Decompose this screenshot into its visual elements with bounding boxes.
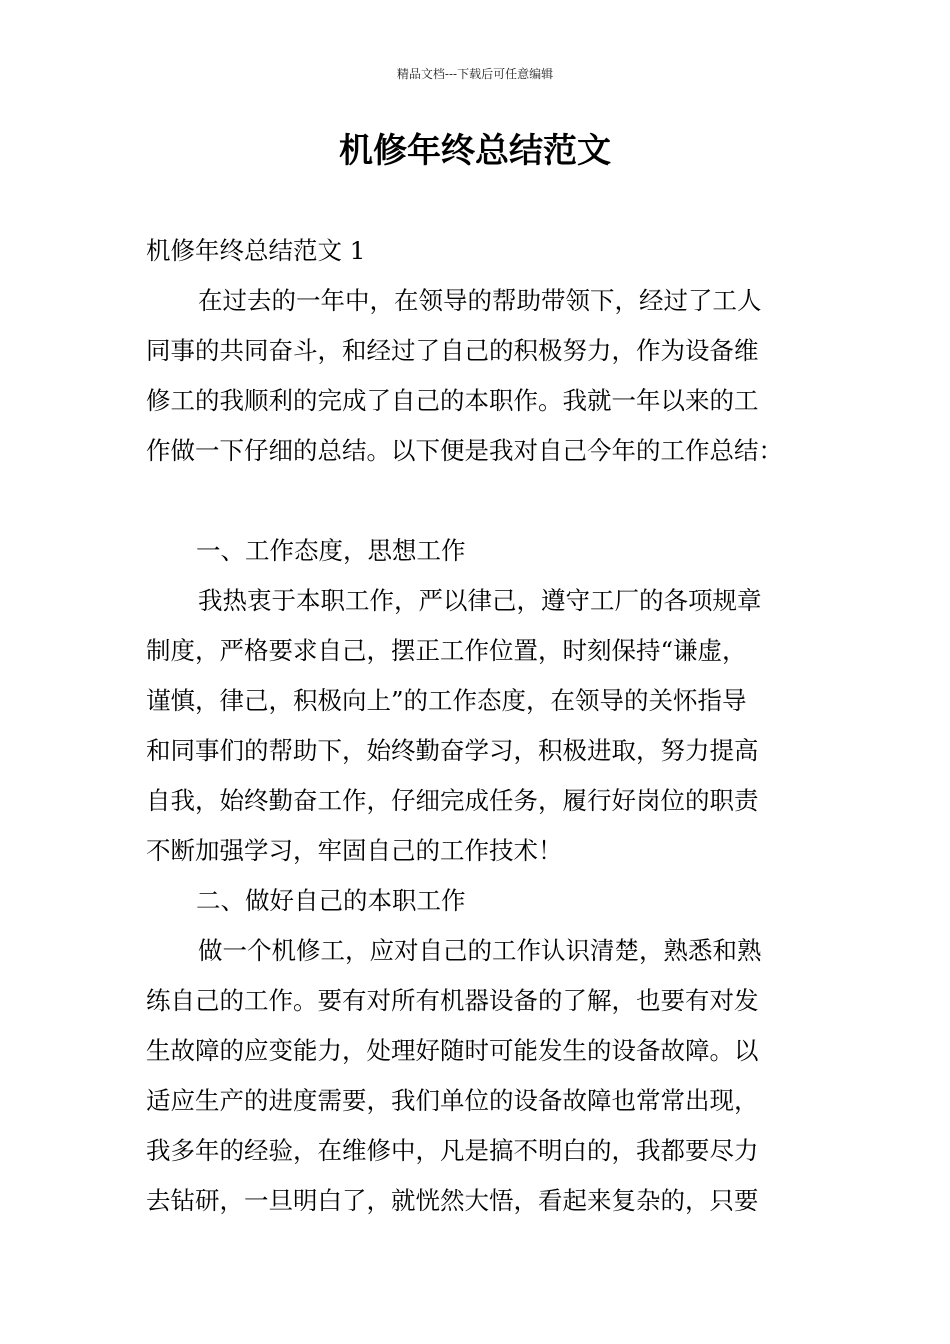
paragraph-line: 适应生产的进度需要，我们单位的设备故障也常常出现， (146, 1086, 759, 1115)
document-body (146, 226, 810, 1226)
paragraph-line: 我多年的经验，在维修中，凡是搞不明白的，我都要尽力 (146, 1136, 759, 1165)
paragraph-line: 不断加强学习，牢固自己的工作技术！ (146, 836, 563, 865)
section-heading: 二、做好自己的本职工作 (196, 886, 466, 915)
section-heading: 一、工作态度，思想工作 (196, 536, 466, 565)
paragraph-gap (146, 476, 810, 526)
paragraph-line: 在过去的一年中，在领导的帮助带领下，经过了工人 (198, 286, 762, 315)
paragraph-line: 生故障的应变能力，处理好随时可能发生的设备故障。以 (146, 1036, 759, 1065)
paragraph-line: 练自己的工作。要有对所有机器设备的了解，也要有对发 (146, 986, 759, 1015)
paragraph-line: 去钻研，一旦明白了，就恍然大悟，看起来复杂的，只要 (146, 1186, 759, 1215)
paragraph-line: 同事的共同奋斗，和经过了自己的积极努力，作为设备维 (146, 336, 759, 365)
page-header: 精品文档---下载后可任意编辑 (396, 67, 554, 81)
paragraph-line: 作做一下仔细的总结。以下便是我对自己今年的工作总结： (146, 436, 783, 465)
paragraph-line: 做一个机修工，应对自己的工作认识清楚，熟悉和熟 (198, 936, 762, 965)
paragraph-line: 我热衷于本职工作，严以律己，遵守工厂的各项规章 (198, 586, 762, 615)
paragraph-line: 制度，严格要求自己，摆正工作位置，时刻保持“谦虚， (146, 636, 747, 665)
paragraph-line: 自我，始终勤奋工作，仔细完成任务，履行好岗位的职责 (146, 786, 759, 815)
document-title: 机修年终总结范文 (339, 131, 611, 171)
section-subtitle: 机修年终总结范文 1 (146, 236, 366, 265)
paragraph-line: 和同事们的帮助下，始终勤奋学习，积极进取，努力提高 (146, 736, 759, 765)
paragraph-line: 谨慎，律己，积极向上”的工作态度，在领导的关怀指导 (146, 686, 747, 715)
paragraph-line: 修工的我顺利的完成了自己的本职作。我就一年以来的工 (146, 386, 759, 415)
